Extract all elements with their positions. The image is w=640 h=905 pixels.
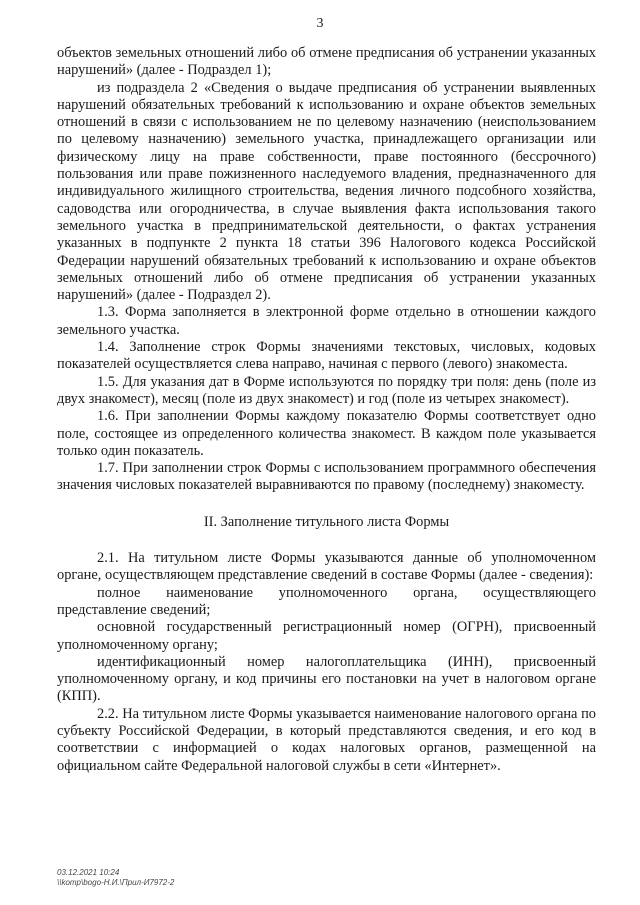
paragraph-2-2: 2.2. На титульном листе Формы указывается наименование налогового органа по субъекту Российской Федерации, в который представляются сведения, и его код в соответствии с информацией о кодах налоговых органов, размещенной на официальном сайте Федеральной налоговой службы в сети «Интернет». [57,705,596,774]
paragraph-continuation: объектов земельных отношений либо об отмене предписания об устранении указанных нарушений» (далее - Подраздел 1); [57,45,596,79]
list-item-ogrn: основной государственный регистрационный номер (ОГРН), присвоенный уполномоченному органу; [57,619,596,653]
document-footer [57,868,174,888]
document-body [57,45,596,775]
footer-file-path: \\komp\bogo-Н.И.\Прил-И7972-2 [57,878,175,887]
list-item-full-name: полное наименование уполномоченного органа, осуществляющего представление сведений; [57,584,596,618]
paragraph-1-7: 1.7. При заполнении строк Формы с использованием программного обеспечения значения числовых показателей выравниваются по правому (последнему) знакоместу. [57,460,596,494]
section-heading: II. Заполнение титульного листа Формы [203,513,450,530]
paragraph-1-6: 1.6. При заполнении Формы каждому показателю Формы соответствует одно поле, состоящее из определенного количества знакомест. В каждом поле указывается только один показатель. [57,408,596,459]
paragraph-2-1: 2.1. На титульном листе Формы указываются данные об уполномоченном органе, осуществляющем представление сведений в составе Формы (далее - сведения): [57,550,596,584]
page-number: 3 [316,16,324,31]
paragraph-1-3: 1.3. Форма заполняется в электронной форме отдельно в отношении каждого земельного участка. [57,304,596,338]
paragraph-subsection-2: из подраздела 2 «Сведения о выдаче предписания об устранении выявленных нарушений обязательных требований к использованию и охране объектов земельных отношений в связи с использованием не по целевому назначению (неиспользованием по целевому назначению) земельного участка, принадлежащего организации или физическому лицу на праве собственности, праве постоянного (бессрочного) пользования или праве пожизненного наследуемого владения, предназначенного для индивидуального жилищного строительства, ведения личного подсобного хозяйства, садоводства или огородничества, в случае выявления факта использования такого земельного участка в предпринимательской деятельности, о фактах устранения указанных в подпункте 2 пункта 18 статьи 396 Налогового кодекса Российской Федерации нарушений обязательных требований к использованию и охране объектов земельных отношений либо об отмене предписания об устранении указанных нарушений» (далее - Подраздел 2). [57,79,596,304]
paragraph-1-5: 1.5. Для указания дат в Форме используются по порядку три поля: день (поле из двух знакомест), месяц (поле из двух знакомест) и год (поле из четырех знакомест). [57,373,596,407]
paragraph-1-4: 1.4. Заполнение строк Формы значениями текстовых, числовых, кодовых показателей осуществляется слева направо, начиная с первого (левого) знакоместа. [57,339,596,373]
footer-timestamp: 03.12.2021 10:24 [57,868,120,877]
list-item-inn-kpp: идентификационный номер налогоплательщика (ИНН), присвоенный уполномоченному органу, и код причины его постановки на учет в налоговом органе (КПП). [57,653,596,705]
